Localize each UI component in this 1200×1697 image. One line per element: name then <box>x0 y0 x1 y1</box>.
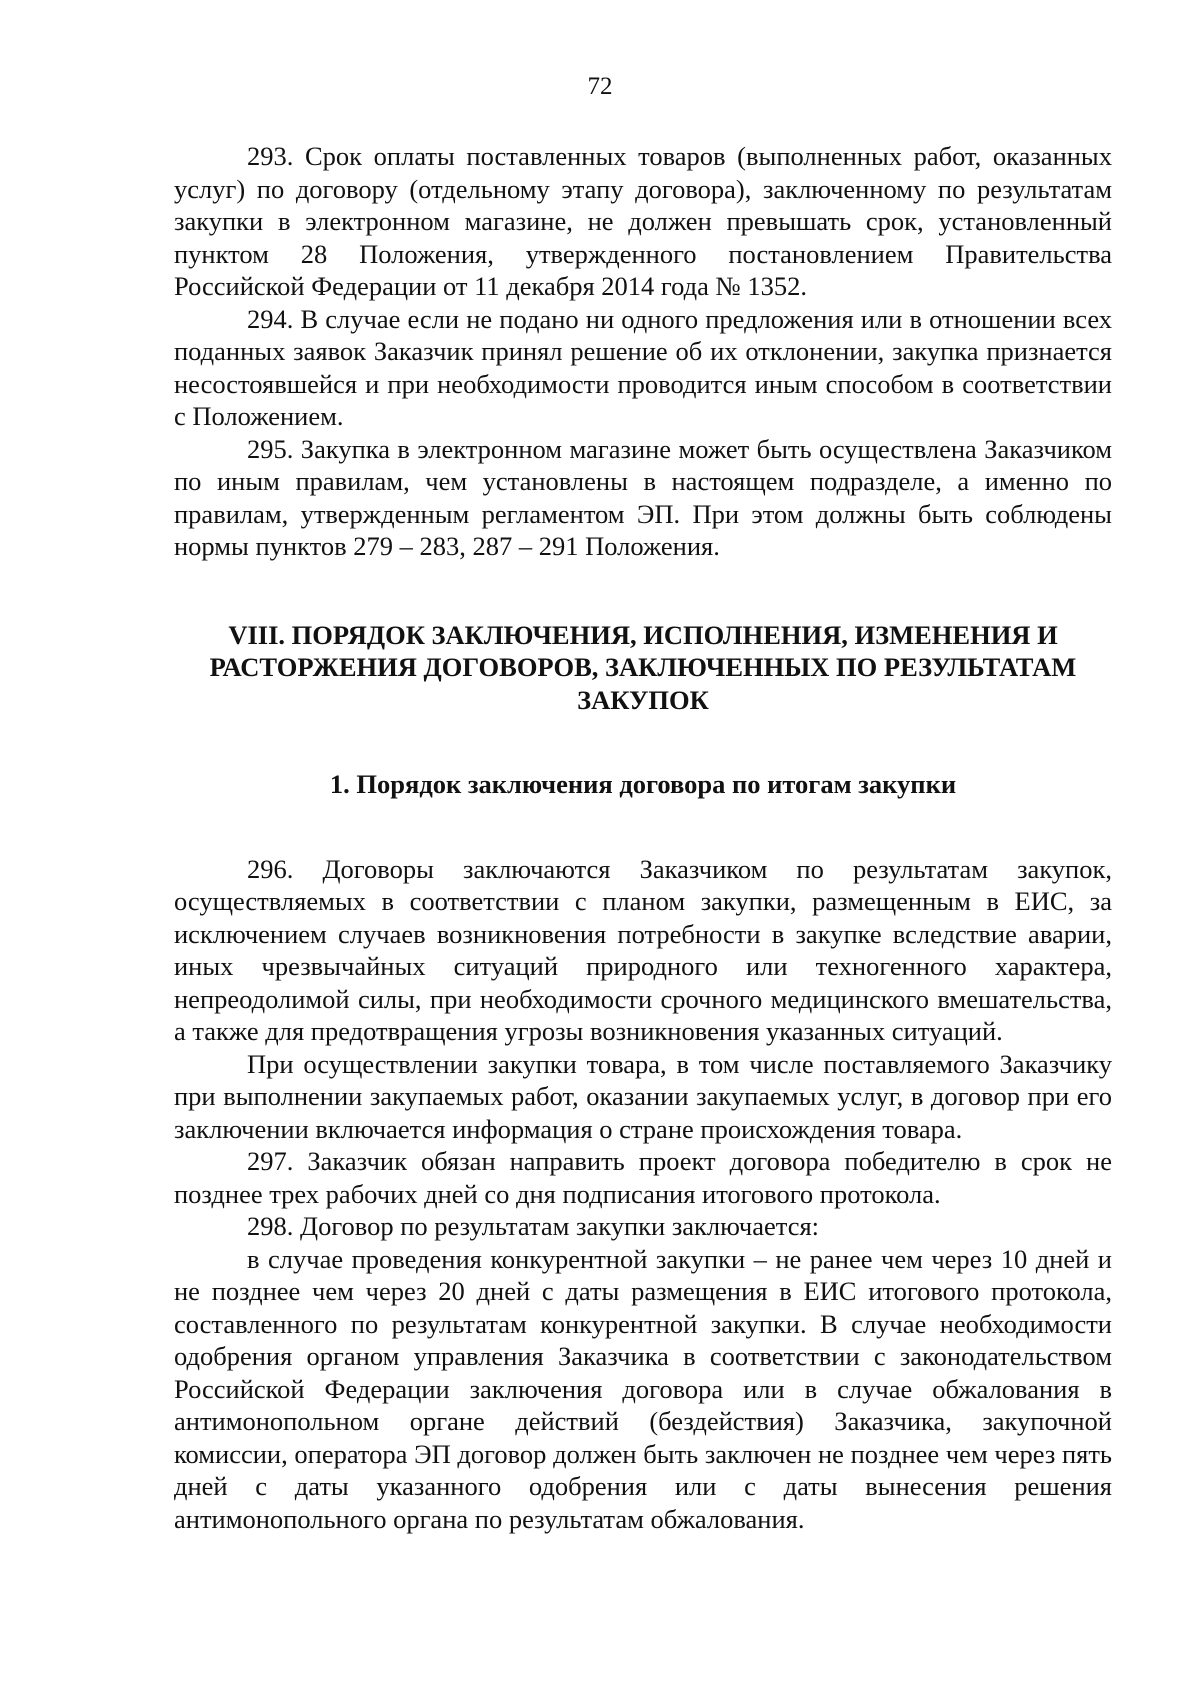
paragraph-295: 295. Закупка в электронном магазине может быть осуществлена Заказчиком по иным правилам, чем установлены в настоящем подразделе, а именно по правилам, утвержденным регламентом ЭП. При этом должны быть соблюдены нормы пунктов 279 – 283, 287 – 291 Положения. <box>174 433 1112 561</box>
subsection-heading: 1. Порядок заключения договора по итогам закупки <box>329 769 957 799</box>
paragraph-296-country-origin: При осуществлении закупки товара, в том числе поставляемого Заказчику при выполнении закупаемых работ, оказании закупаемых услуг, в договор при его заключении включается информация о стране происхождения товара. <box>174 1048 1112 1144</box>
paragraph-298: 298. Договор по результатам закупки заключается: <box>247 1211 820 1241</box>
section-heading: VIII. ПОРЯДОК ЗАКЛЮЧЕНИЯ, ИСПОЛНЕНИЯ, ИЗМЕНЕНИЯ И РАСТОРЖЕНИЯ ДОГОВОРОВ, ЗАКЛЮЧЕННЫХ ПО РЕЗУЛЬТАТАМ ЗАКУПОК <box>209 619 1077 715</box>
page-number: 72 <box>587 73 613 100</box>
paragraph-296: 296. Договоры заключаются Заказчиком по результатам закупок, осуществляемых в соответствии с планом закупки, размещенным в ЕИС, за исключением случаев возникновения потребности в закупке вследствие аварии, иных чрезвычайных ситуаций природного или техногенного характера, непреодолимой силы, при необходимости срочного медицинского вмешательства, а также для предотвращения угрозы возникновения указанных ситуаций. <box>174 853 1112 1046</box>
paragraph-293: 293. Срок оплаты поставленных товаров (выполненных работ, оказанных услуг) по договору (отдельному этапу договора), заключенному по результатам закупки в электронном магазине, не должен превышать срок, установленный пунктом 28 Положения, утвержденного постановлением Правительства Российской Федерации от 11 декабря 2014 года № 1352. <box>174 141 1112 301</box>
document-body <box>174 140 1112 1535</box>
paragraph-298-competitive: в случае проведения конкурентной закупки – не ранее чем через 10 дней и не позднее чем через 20 дней с даты размещения в ЕИС итогового протокола, составленного по результатам конкурентной закупки. В случае необходимости одобрения органом управления Заказчика в соответствии с законодательством Российской Федерации заключения договора или в случае обжалования в антимонопольном органе действий (бездействия) Заказчика, закупочной комиссии, оператора ЭП договор должен быть заключен не позднее чем через пять дней с даты указанного одобрения или с даты вынесения решения антимонопольного органа по результатам обжалования. <box>174 1243 1112 1534</box>
paragraph-294: 294. В случае если не подано ни одного предложения или в отношении всех поданных заявок Заказчик принял решение об их отклонении, закупка признается несостоявшейся и при необходимости проводится иным способом в соответствии с Положением. <box>174 303 1112 431</box>
paragraph-297: 297. Заказчик обязан направить проект договора победителю в срок не позднее трех рабочих дней со дня подписания итогового протокола. <box>174 1146 1112 1209</box>
